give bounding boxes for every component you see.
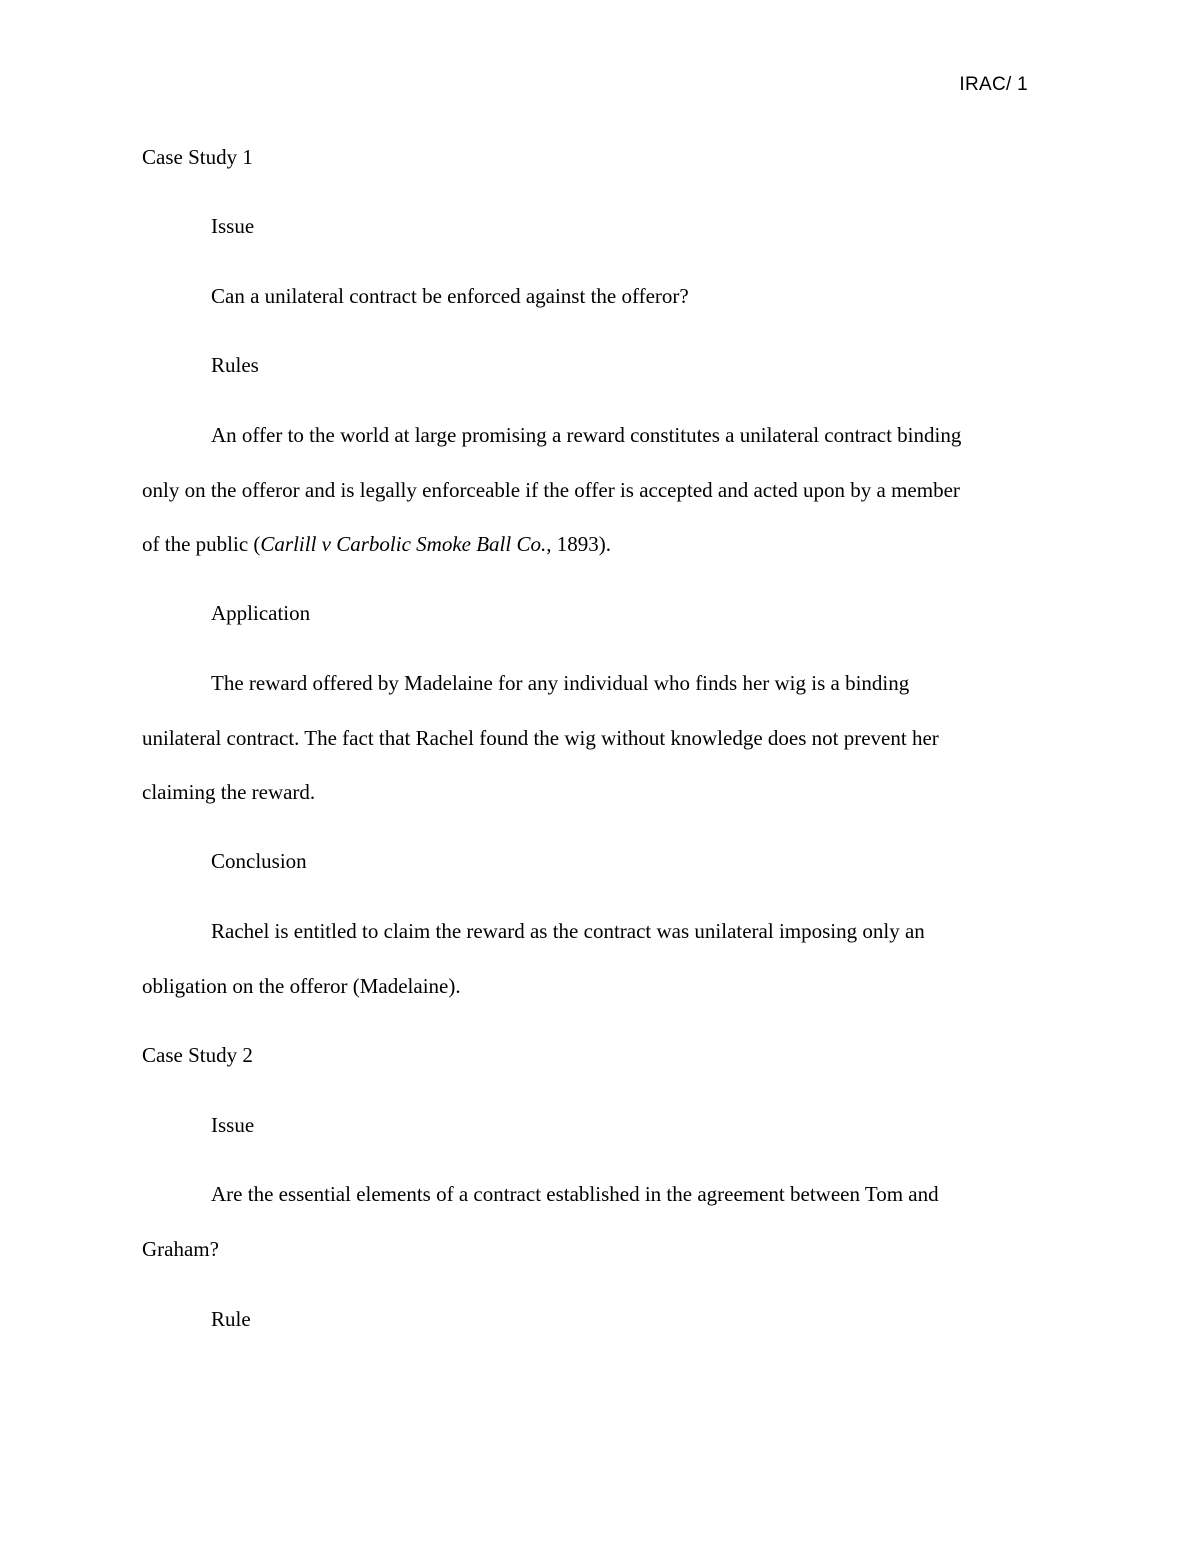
application-line-1: The reward offered by Madelaine for any individual who finds her wig is a binding: [211, 671, 910, 695]
case-study-2-title: Case Study 2: [142, 1043, 253, 1067]
case-study-1-conclusion-heading: Conclusion: [211, 849, 307, 873]
case-study-1-title: Case Study 1: [142, 145, 253, 169]
rules-line-1: An offer to the world at large promising a reward constitutes a unilateral contract binding: [211, 423, 962, 447]
case-study-2-issue-line-1: Are the essential elements of a contract established in the agreement between Tom and: [211, 1182, 939, 1206]
rules-line-2: only on the offeror and is legally enforceable if the offer is accepted and acted upon by a member: [142, 478, 960, 502]
case-study-2-issue-heading: Issue: [211, 1113, 255, 1137]
case-citation: Carlill v Carbolic Smoke Ball Co.: [260, 532, 547, 556]
rules-line-3-suffix: , 1893).: [546, 532, 611, 556]
running-head: IRAC/ 1: [959, 74, 1028, 95]
case-study-1-issue-text: Can a unilateral contract be enforced against the offeror?: [211, 284, 689, 308]
case-study-2-issue-line-2: Graham?: [142, 1237, 219, 1261]
case-study-1-issue-heading: Issue: [211, 214, 255, 238]
case-study-2-rule-heading: Rule: [211, 1307, 251, 1331]
application-line-3: claiming the reward.: [142, 780, 316, 804]
case-study-1-application-heading: Application: [211, 601, 311, 625]
application-line-2: unilateral contract. The fact that Rachel found the wig without knowledge does not prevent her: [142, 726, 939, 750]
case-study-1-rules-heading: Rules: [211, 353, 259, 377]
conclusion-line-1: Rachel is entitled to claim the reward as the contract was unilateral imposing only an: [211, 919, 925, 943]
conclusion-line-2: obligation on the offeror (Madelaine).: [142, 974, 461, 998]
rules-line-3-prefix: of the public (: [142, 532, 261, 556]
rules-line-3: [142, 532, 611, 556]
